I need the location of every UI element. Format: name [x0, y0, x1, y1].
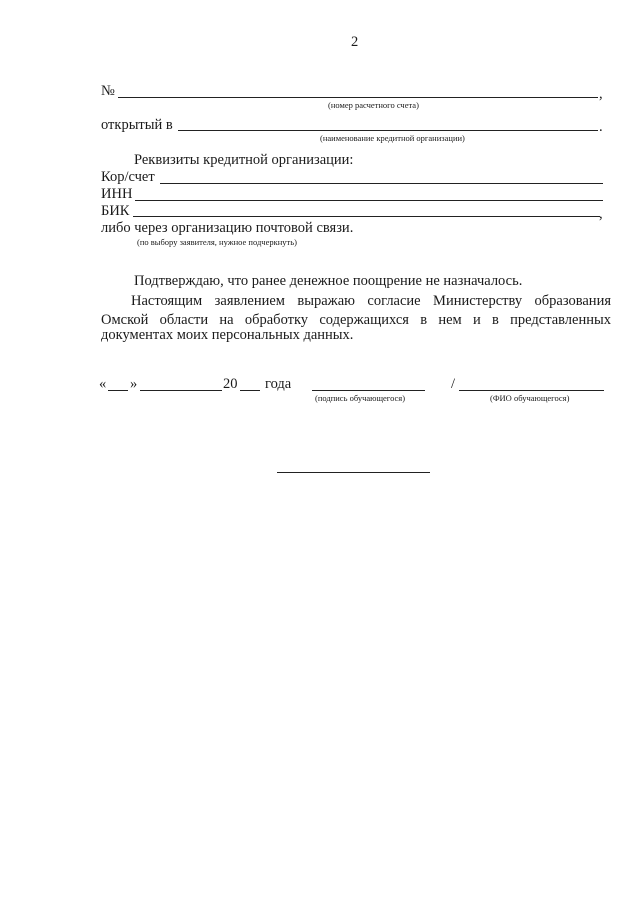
month-field[interactable] — [140, 390, 222, 391]
bik-field[interactable] — [133, 216, 600, 217]
closing-rule — [277, 472, 430, 473]
account-number-field[interactable] — [118, 97, 598, 98]
comma-mark: , — [599, 206, 603, 222]
year-suffix: года — [265, 376, 292, 392]
date-quote-open: « — [99, 376, 107, 392]
account-number-caption: (номер расчетного счета) — [328, 100, 419, 110]
year-field[interactable] — [240, 390, 260, 391]
full-name-caption: (ФИО обучающегося) — [490, 393, 570, 403]
signature-field[interactable] — [312, 390, 425, 391]
bik-label: БИК — [101, 203, 130, 219]
inn-field[interactable] — [135, 200, 603, 201]
corr-account-label: Кор/счет — [101, 169, 155, 185]
slash-separator: / — [451, 376, 456, 392]
signature-caption: (подпись обучающегося) — [315, 393, 406, 403]
corr-account-field[interactable] — [160, 183, 603, 184]
inn-label: ИНН — [101, 186, 133, 202]
bank-name-field[interactable] — [178, 130, 598, 131]
day-field[interactable] — [108, 390, 128, 391]
number-sign: № — [101, 83, 115, 99]
date-quote-close: » — [130, 376, 138, 392]
opened-in-label: открытый в — [101, 117, 173, 133]
page-number: 2 — [351, 34, 359, 50]
choice-note: (по выбору заявителя, нужное подчеркнуть) — [137, 237, 297, 247]
bank-name-caption: (наименование кредитной организации) — [320, 133, 465, 143]
bank-details-heading: Реквизиты кредитной организации: — [134, 152, 354, 168]
confirmation-text: Подтверждаю, что ранее денежное поощрение не назначалось. — [134, 273, 523, 289]
consent-line-1: Настоящим заявлением выражаю согласие Министерству образования — [131, 293, 611, 309]
postal-option-text: либо через организацию почтовой связи. — [101, 220, 354, 236]
comma-mark: , — [599, 86, 603, 102]
consent-line-2: Омской области на обработку содержащихся в нем и в представленных — [101, 312, 611, 328]
full-name-field[interactable] — [459, 390, 604, 391]
year-prefix: 20 — [223, 376, 238, 392]
period-mark: . — [599, 119, 603, 135]
consent-line-3: документах моих персональных данных. — [101, 327, 354, 343]
